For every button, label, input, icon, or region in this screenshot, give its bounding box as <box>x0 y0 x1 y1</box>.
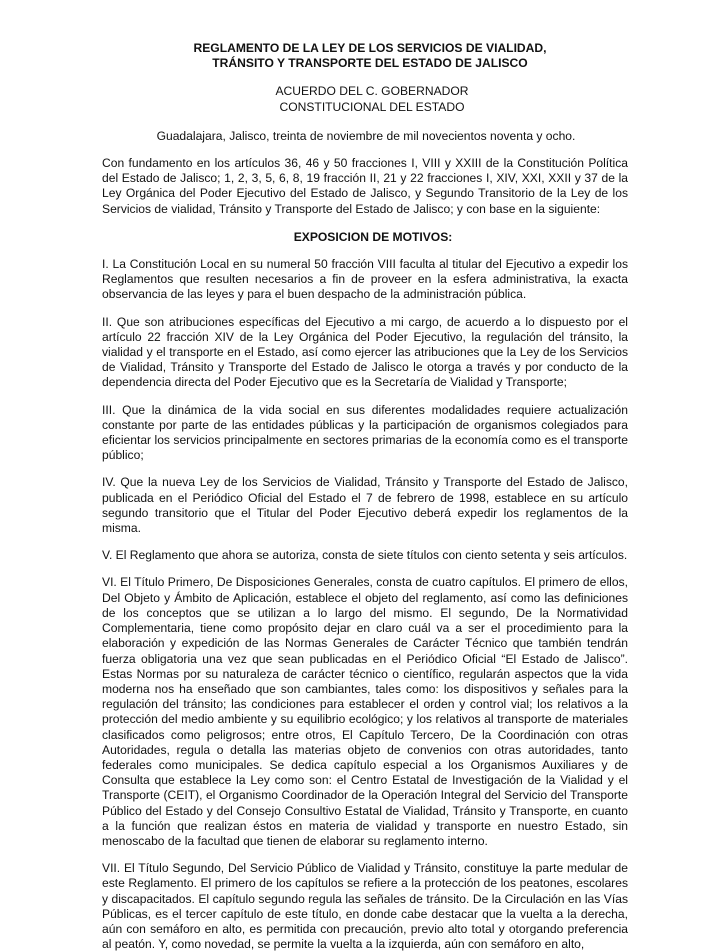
title-line-1: REGLAMENTO DE LA LEY DE LOS SERVICIOS DE VIALIDAD, <box>193 41 547 55</box>
agreement-line-1: ACUERDO DEL C. GOBERNADOR <box>275 84 469 99</box>
paragraph-i: I. La Constitución Local en su numeral 50 fracción VIII faculta al titular del Ejecutivo a expedir los Reglamentos que resulten necesarios a fin de proveer en la esfera administrativa, la exacta observancia de las leyes y para el buen despacho de la administración pública. <box>102 257 628 302</box>
section-heading: EXPOSICION DE MOTIVOS: <box>293 229 453 244</box>
paragraph-ii: II. Que son atribuciones específicas del Ejecutivo a mi cargo, de acuerdo a lo dispuesto por el artículo 22 fracción XIV de la Ley Orgánica del Poder Ejecutivo, la regulación del tránsito, la vialidad y el transporte en el Estado, así como ejercer las atribuciones que la Ley de los Servicios de Vialidad, Tránsito y Transporte del Estado de Jalisco le otorga a través y por conducto de la dependencia directa del Poder Ejecutivo que es la Secretaría de Vialidad y Transporte; <box>102 314 628 390</box>
intro-paragraph: Con fundamento en los artículos 36, 46 y 50 fracciones I, VIII y XXIII de la Constitución Política del Estado de Jalisco; 1, 2, 3, 5, 6, 8, 19 fracción II, 21 y 22 fracciones I, XIV, XXI, XXII y 37 de la Ley Orgánica del Poder Ejecutivo del Estado de Jalisco, y Segundo Transitorio de la Ley de los Servicios de vialidad, Tránsito y Transporte del Estado de Jalisco; y con base en la siguiente: <box>102 156 628 216</box>
paragraph-vi: VI. El Título Primero, De Disposiciones Generales, consta de cuatro capítulos. El primero de ellos, Del Objeto y Ámbito de Aplicación, establece el objeto del reglamento, así como las definiciones de los conceptos que se utilizan a lo largo del mismo. El segundo, De la Normatividad Complementaria, tiene como propósito dejar en claro cuál va a ser el procedimiento para la elaboración y expedición de las Normas Generales de Carácter Técnico que también tendrán fuerza obligatoria una vez que sean publicadas en el Periódico Oficial “El Estado de Jalisco”. Estas Normas por su naturaleza de carácter técnico o científico, regularán aspectos que la vida moderna nos ha enseñado que son cambiantes, tales como: los dispositivos y señales para la regulación del tránsito; las condiciones para establecer el orden y control vial; los relativos a la protección del medio ambiente y su equilibrio ecológico; y los relativos al transporte de materiales clasificados como peligrosos; entre otros, El Capítulo Tercero, De la Coordinación con otras Autoridades, regula o detalla las materias objeto de convenios con otras autoridades, tanto federales como municipales. Se dedica capítulo especial a los Organismos Auxiliares y de Consulta que establece la Ley como son: el Centro Estatal de Investigación de la Vialidad y el Transporte (CEIT), el Organismo Coordinador de la Operación Integral del Servicio del Transporte Público del Estado y del Consejo Consultivo Estatal de Vialidad, Tránsito y Transporte, en cuanto a la función que realizan éstos en materia de vialidad y transporte en nuestro Estado, sin menoscabo de la facultad que tienen de elaborar su reglamento interno. <box>102 575 628 848</box>
paragraph-iii: III. Que la dinámica de la vida social en sus diferentes modalidades requiere actualización constante por parte de las entidades públicas y la participación de organismos colegiados para eficientar los servicios principalmente en sectores primarias de la economía como es el transporte público; <box>102 402 628 463</box>
agreement-header <box>102 84 628 114</box>
paragraph-vii: VII. El Título Segundo, Del Servicio Público de Vialidad y Tránsito, constituye la parte medular de este Reglamento. El primero de los capítulos se refiere a la protección de los peatones, escolares y discapacitados. El capítulo segundo regula las señales de tránsito. De la Circulación en las Vías Públicas, es el tercer capítulo de este título, en donde cabe destacar que la vuelta a la derecha, aún con semáforo en alto, es permitida con precaución, previo alto total y otorgando preferencia al peatón. Y, como novedad, se permite la vuelta a la izquierda, aún con semáforo en alto, <box>102 861 628 952</box>
agreement-line-2: CONSTITUCIONAL DEL ESTADO <box>279 99 465 114</box>
paragraph-v: V. El Reglamento que ahora se autoriza, consta de siete títulos con ciento setenta y seis artículos. <box>102 548 628 563</box>
place-date: Guadalajara, Jalisco, treinta de noviembre de mil novecientos noventa y ocho. <box>156 128 576 143</box>
paragraph-iv: IV. Que la nueva Ley de los Servicios de Vialidad, Tránsito y Transporte del Estado de Jalisco, publicada en el Periódico Oficial del Estado el 7 de febrero de 1998, establece en su artículo segundo transitorio que el Titular del Poder Ejecutivo deberá expedir los reglamentos de la misma. <box>102 475 628 536</box>
document-title <box>102 41 628 71</box>
title-line-2: TRÁNSITO Y TRANSPORTE DEL ESTADO DE JALISCO <box>212 56 528 71</box>
